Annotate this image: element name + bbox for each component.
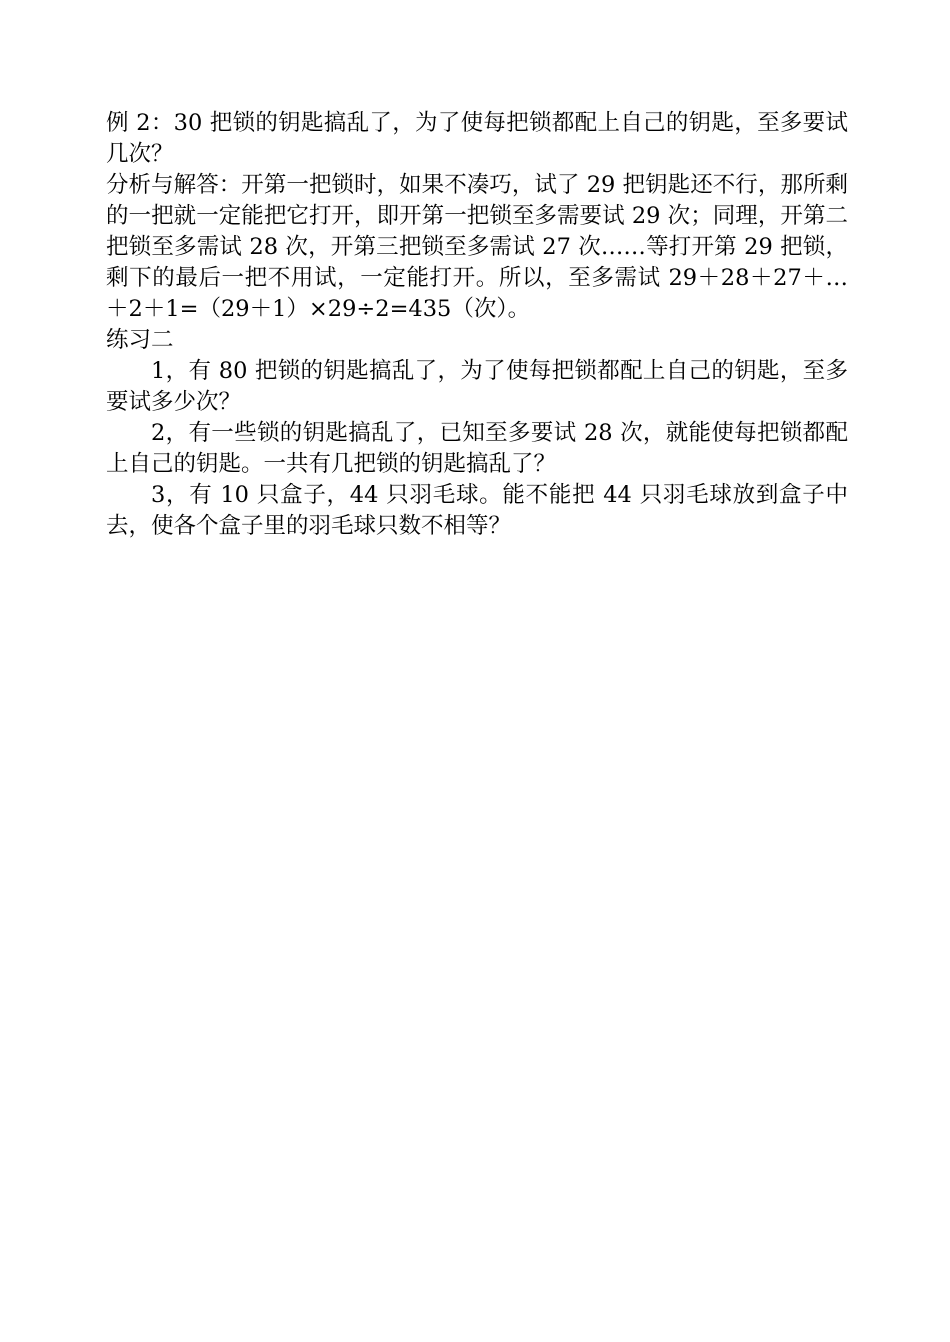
- example-analysis: 分析与解答：开第一把锁时，如果不凑巧，试了 29 把钥匙还不行，那所剩的一把就一定能把它打开，即开第一把锁至多需要试 29 次；同理，开第二把锁至多需试 28 次，开第三把锁至多需试 27 次……等打开第 29 把锁，剩下的最后一把不用试，一定能打开。所以，至多需试 29＋28＋27＋…＋2＋1=（29＋1）×29÷2=435（次）。: [106, 172, 848, 322]
- exercise-item-1: 1，有 80 把锁的钥匙搞乱了，为了使每把锁都配上自己的钥匙，至多要试多少次？: [106, 358, 848, 415]
- exercise-item-3: 3，有 10 只盒子，44 只羽毛球。能不能把 44 只羽毛球放到盒子中去，使各个盒子里的羽毛球只数不相等？: [106, 482, 848, 539]
- document-body: [106, 108, 848, 542]
- exercise-item-2: 2，有一些锁的钥匙搞乱了，已知至多要试 28 次，就能使每把锁都配上自己的钥匙。一共有几把锁的钥匙搞乱了？: [106, 420, 848, 477]
- exercise-heading: 练习二: [106, 327, 174, 353]
- example-question: 例 2：30 把锁的钥匙搞乱了，为了使每把锁都配上自己的钥匙，至多要试几次？: [106, 110, 848, 167]
